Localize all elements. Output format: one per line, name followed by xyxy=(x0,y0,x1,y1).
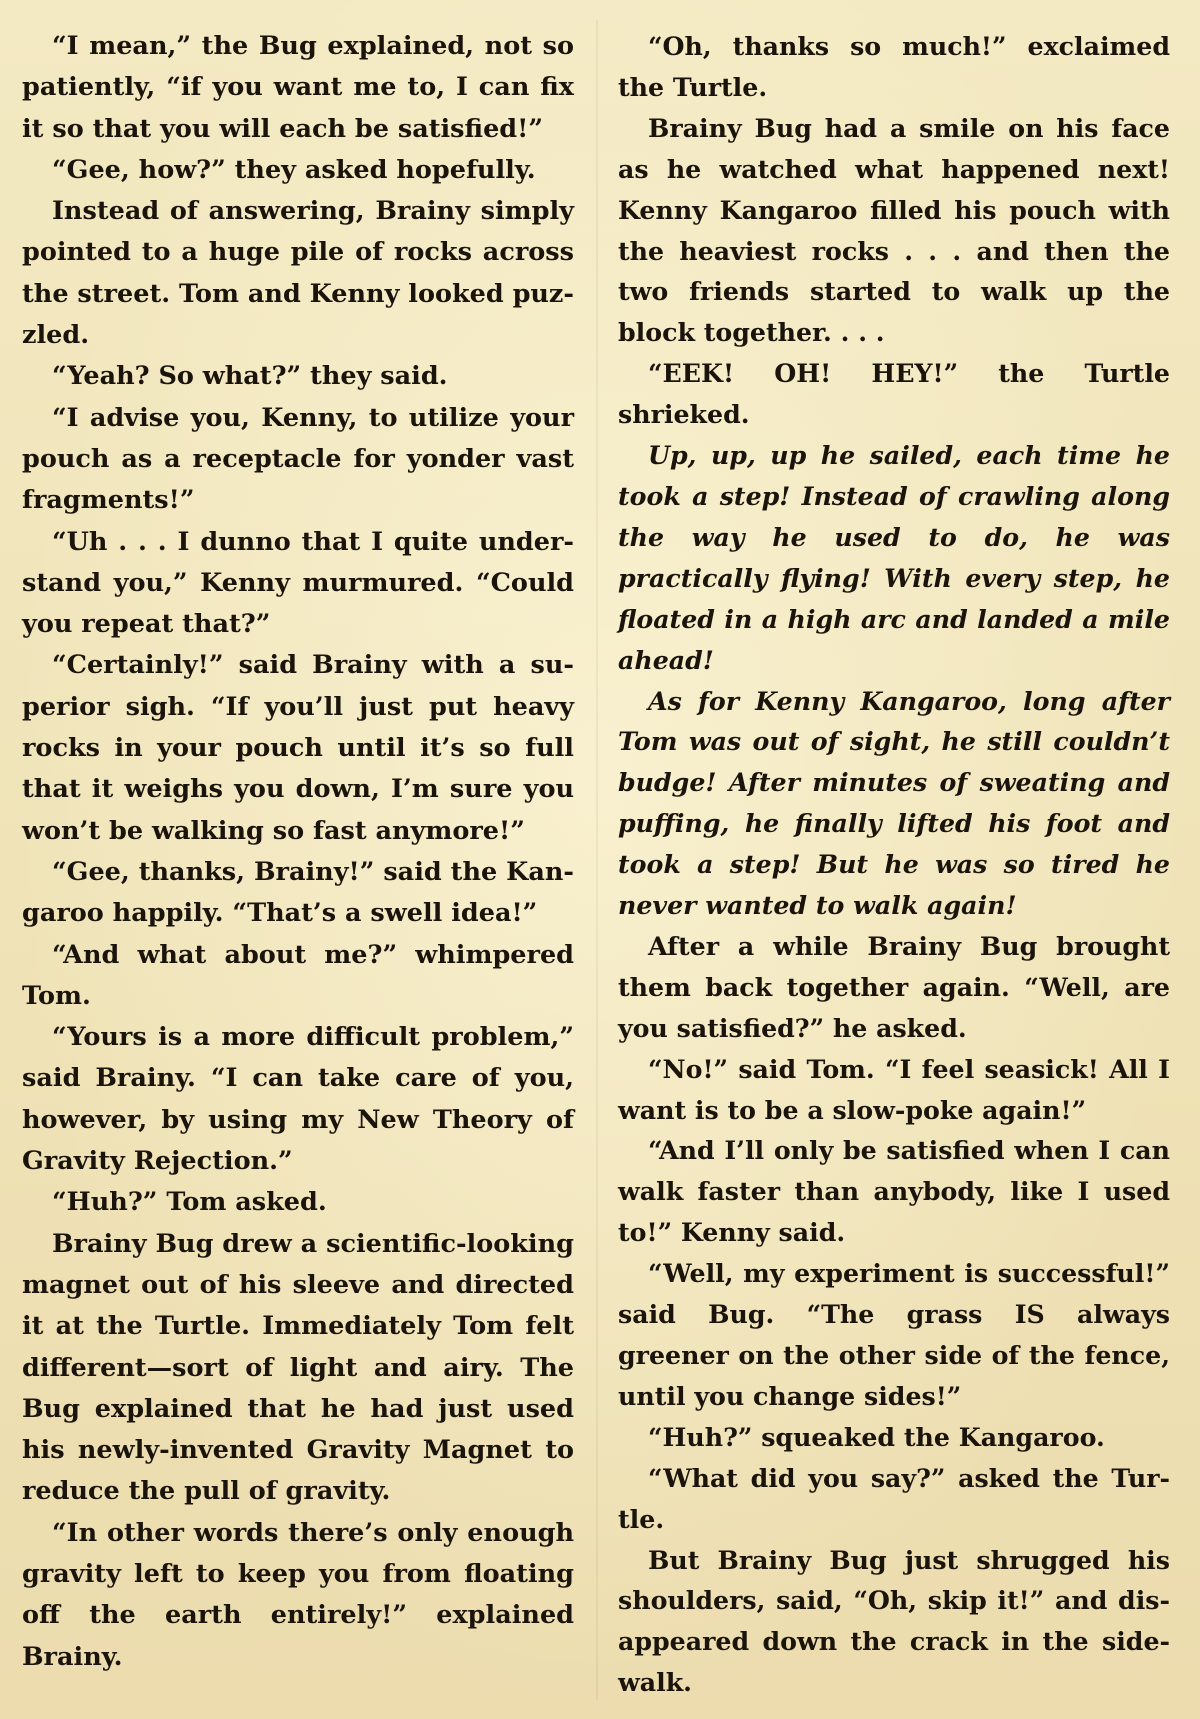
paragraph: As for Kenny Kangaroo, long after Tom was out of sight, he still couldn’t budge! After minutes of sweating and puffing, he finally lifted his foot and took a step! But he was so tired he never wanted to walk again! xyxy=(618,685,1170,921)
paragraph: “Yeah? So what?” they said. xyxy=(52,361,448,392)
paragraph: “And what about me?” whimpered Tom. xyxy=(22,939,574,1011)
paragraph: Up, up, up he sailed, each time he took a step! Instead of crawling along the way he used to do, he was practically flying! With every step, he floated in a high arc and landed a mile ahead! xyxy=(618,440,1170,675)
paragraph: “Gee, how?” they asked hopefully. xyxy=(52,154,536,185)
paragraph: “Huh?” Tom asked. xyxy=(52,1187,327,1218)
right-column xyxy=(618,26,1170,1703)
paragraph: Instead of answering, Brainy simply pointed to a huge pile of rocks across the street. Tom and Kenny looked puzzled. xyxy=(22,196,575,351)
paragraph: After a while Brainy Bug brought them back together again. “Well, are you satisfied?” he asked. xyxy=(618,930,1170,1043)
paragraph: “Well, my experiment is successful!” said Bug. “The grass IS always greener on the other side of the fence, until you change sides!” xyxy=(618,1258,1170,1411)
paragraph: “EEK! OH! HEY!” the Turtle shrieked. xyxy=(618,358,1170,430)
paragraph: “Yours is a more difficult problem,” said Brainy. “I can take care of you, however, by using my New Theory of Gravity Rejection.” xyxy=(22,1022,574,1177)
paragraph: “And I’ll only be satisfied when I can walk faster than anybody, like I used to!” Kenny said. xyxy=(618,1135,1170,1248)
paragraph: “I mean,” the Bug explained, not so patiently, “if you want me to, I can fix it so that you will each be satisfied!” xyxy=(22,31,574,144)
paragraph: But Brainy Bug just shrugged his shoulders, said, “Oh, skip it!” and disappeared down the crack in the sidewalk. xyxy=(618,1544,1170,1698)
left-column xyxy=(22,26,574,1678)
paragraph: “Uh . . . I dunno that I quite understand you,” Kenny murmured. “Could you repeat that?” xyxy=(22,526,574,640)
paragraph: “Certainly!” said Brainy with a superior sigh. “If you’ll just put heavy rocks in your pouch until it’s so full that it weighs you down, I’m sure you won’t be walking so fast anymore!” xyxy=(22,650,574,846)
paragraph: “Gee, thanks, Brainy!” said the Kangaroo happily. “That’s a swell idea!” xyxy=(22,856,574,929)
paragraph: “Huh?” squeaked the Kangaroo. xyxy=(648,1421,1105,1452)
paragraph: “Oh, thanks so much!” exclaimed the Turtle. xyxy=(618,31,1170,102)
paragraph: Brainy Bug drew a scientific-looking magnet out of his sleeve and directed it at the Turtle. Immediately Tom felt different—sort of light and airy. The Bug explained that he had just used his newly-invented Gravity Magnet to reduce the pull of gravity. xyxy=(22,1228,574,1507)
paragraph: “In other words there’s only enough gravity left to keep you from floating off the earth entirely!” explained Brainy. xyxy=(22,1517,574,1672)
paragraph: Brainy Bug had a smile on his face as he watched what happened next! Kenny Kangaroo filled his pouch with the heaviest rocks . . . and then the two friends started to walk up the block together. . . . xyxy=(618,112,1170,348)
column-gutter xyxy=(596,20,598,1700)
paragraph: “What did you say?” asked the Turtle. xyxy=(618,1462,1170,1534)
paragraph: “No!” said Tom. “I feel seasick! All I want is to be a slow-poke again!” xyxy=(618,1053,1170,1125)
paragraph: “I advise you, Kenny, to utilize your pouch as a receptacle for yonder vast fragments!” xyxy=(22,402,574,516)
